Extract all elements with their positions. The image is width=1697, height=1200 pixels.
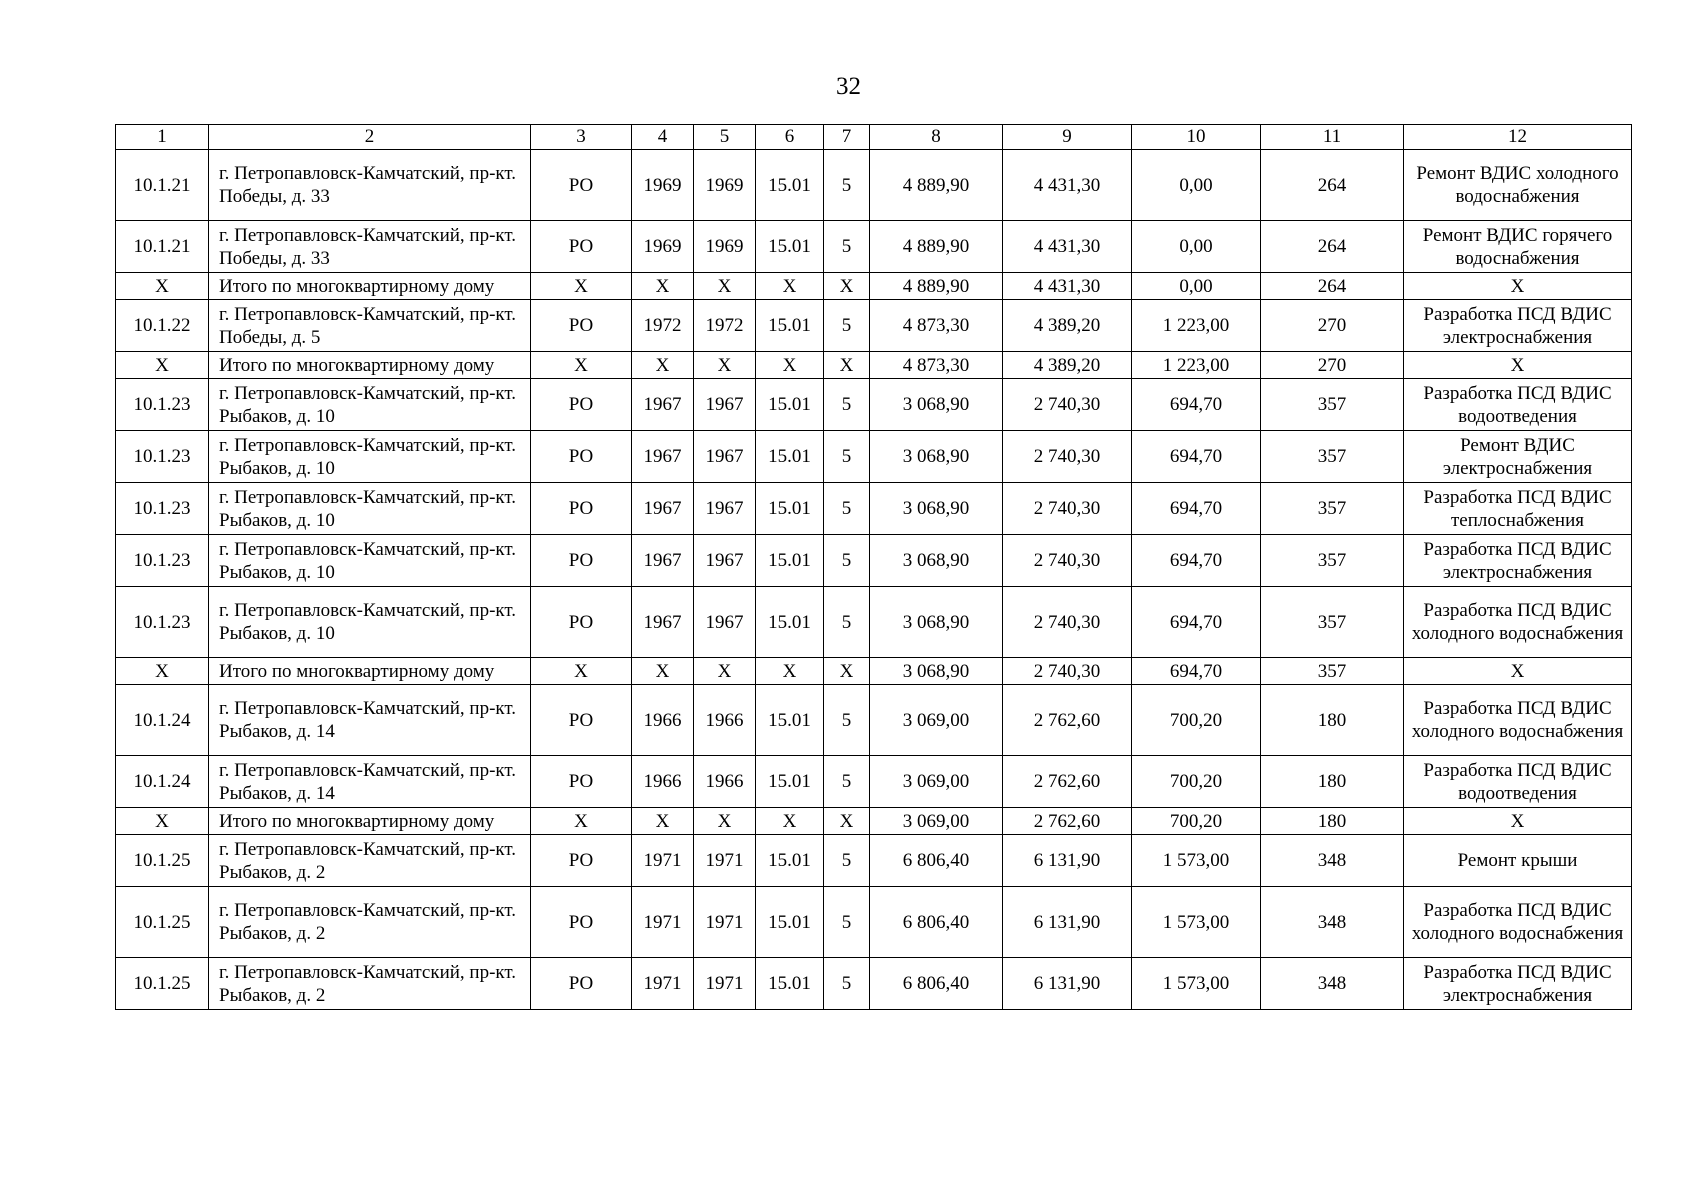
table-row bbox=[116, 756, 1632, 808]
table-cell: 357 bbox=[1261, 587, 1404, 658]
table-cell: 5 bbox=[824, 535, 870, 587]
table-cell: 1967 bbox=[632, 483, 694, 535]
table-cell: 700,20 bbox=[1132, 808, 1261, 835]
table-cell: 1971 bbox=[694, 835, 756, 887]
table-row bbox=[116, 587, 1632, 658]
column-number-cell: 10 bbox=[1132, 125, 1261, 150]
table-cell: 5 bbox=[824, 150, 870, 221]
table-cell: 10.1.21 bbox=[116, 150, 209, 221]
table-cell: 2 740,30 bbox=[1003, 379, 1132, 431]
table-cell: Х bbox=[824, 273, 870, 300]
table-cell: 1967 bbox=[694, 379, 756, 431]
table-cell: 5 bbox=[824, 835, 870, 887]
address-cell: г. Петропавловск-Камчатский, пр-кт. Рыбаков, д. 10 bbox=[209, 535, 531, 587]
table-cell: 4 889,90 bbox=[870, 273, 1003, 300]
table-cell: 4 889,90 bbox=[870, 150, 1003, 221]
table-cell: Х bbox=[116, 808, 209, 835]
table-cell: РО bbox=[531, 887, 632, 958]
table-cell: 4 431,30 bbox=[1003, 221, 1132, 273]
table-row bbox=[116, 835, 1632, 887]
table-cell: 270 bbox=[1261, 300, 1404, 352]
table-cell: Х bbox=[632, 352, 694, 379]
table-cell: 1967 bbox=[694, 431, 756, 483]
table-cell: 10.1.23 bbox=[116, 483, 209, 535]
table-cell: 5 bbox=[824, 587, 870, 658]
table-cell: 1967 bbox=[694, 483, 756, 535]
table-cell: 700,20 bbox=[1132, 685, 1261, 756]
work-type-cell: Разработка ПСД ВДИС электроснабжения bbox=[1404, 535, 1632, 587]
table-cell: 3 068,90 bbox=[870, 535, 1003, 587]
work-type-cell: Ремонт ВДИС электроснабжения bbox=[1404, 431, 1632, 483]
table-cell: 5 bbox=[824, 958, 870, 1010]
table-cell: 357 bbox=[1261, 535, 1404, 587]
work-type-cell: Разработка ПСД ВДИС электроснабжения bbox=[1404, 300, 1632, 352]
table-cell: 357 bbox=[1261, 431, 1404, 483]
work-type-cell: Разработка ПСД ВДИС холодного водоснабжения bbox=[1404, 685, 1632, 756]
table-cell: 15.01 bbox=[756, 300, 824, 352]
work-type-cell: Х bbox=[1404, 273, 1632, 300]
table-cell: 3 068,90 bbox=[870, 431, 1003, 483]
table-cell: 15.01 bbox=[756, 483, 824, 535]
table-cell: 180 bbox=[1261, 685, 1404, 756]
table-cell: 0,00 bbox=[1132, 150, 1261, 221]
table-cell: РО bbox=[531, 835, 632, 887]
table-cell: Х bbox=[632, 658, 694, 685]
table-cell: 2 762,60 bbox=[1003, 808, 1132, 835]
table-cell: 10.1.23 bbox=[116, 587, 209, 658]
table-cell: 2 740,30 bbox=[1003, 483, 1132, 535]
table-cell: 6 806,40 bbox=[870, 887, 1003, 958]
table-cell: 1966 bbox=[632, 756, 694, 808]
table-cell: Х bbox=[694, 808, 756, 835]
table-cell: Х bbox=[694, 273, 756, 300]
table-cell: Х bbox=[824, 658, 870, 685]
table-cell: 5 bbox=[824, 756, 870, 808]
table-cell: 694,70 bbox=[1132, 431, 1261, 483]
work-type-cell: Разработка ПСД ВДИС электроснабжения bbox=[1404, 958, 1632, 1010]
table-cell: 1967 bbox=[632, 379, 694, 431]
table-cell: 2 740,30 bbox=[1003, 587, 1132, 658]
table-cell: 10.1.25 bbox=[116, 835, 209, 887]
table-cell: 1 223,00 bbox=[1132, 352, 1261, 379]
address-cell: г. Петропавловск-Камчатский, пр-кт. Рыбаков, д. 14 bbox=[209, 685, 531, 756]
table-cell: 357 bbox=[1261, 379, 1404, 431]
address-cell: Итого по многоквартирному дому bbox=[209, 808, 531, 835]
table-cell: 1966 bbox=[632, 685, 694, 756]
table-cell: 357 bbox=[1261, 658, 1404, 685]
total-row bbox=[116, 658, 1632, 685]
table-cell: 0,00 bbox=[1132, 273, 1261, 300]
table-cell: 4 389,20 bbox=[1003, 300, 1132, 352]
address-cell: г. Петропавловск-Камчатский, пр-кт. Рыбаков, д. 10 bbox=[209, 587, 531, 658]
work-type-cell: Разработка ПСД ВДИС холодного водоснабжения bbox=[1404, 887, 1632, 958]
table-cell: РО bbox=[531, 431, 632, 483]
table-cell: 4 431,30 bbox=[1003, 150, 1132, 221]
table-cell: 1967 bbox=[694, 587, 756, 658]
table-cell: 2 740,30 bbox=[1003, 658, 1132, 685]
table-body bbox=[116, 125, 1632, 1010]
table-cell: Х bbox=[632, 273, 694, 300]
column-number-cell: 12 bbox=[1404, 125, 1632, 150]
table-cell: 694,70 bbox=[1132, 587, 1261, 658]
address-cell: г. Петропавловск-Камчатский, пр-кт. Победы, д. 5 bbox=[209, 300, 531, 352]
table-cell: 15.01 bbox=[756, 685, 824, 756]
table-cell: Х bbox=[632, 808, 694, 835]
table-cell: 4 889,90 bbox=[870, 221, 1003, 273]
table-row bbox=[116, 483, 1632, 535]
table-cell: РО bbox=[531, 685, 632, 756]
column-number-cell: 3 bbox=[531, 125, 632, 150]
table-cell: 15.01 bbox=[756, 221, 824, 273]
table-cell: 4 431,30 bbox=[1003, 273, 1132, 300]
address-cell: г. Петропавловск-Камчатский, пр-кт. Рыбаков, д. 10 bbox=[209, 379, 531, 431]
table-cell: 348 bbox=[1261, 887, 1404, 958]
table-cell: 2 762,60 bbox=[1003, 756, 1132, 808]
table-cell: РО bbox=[531, 535, 632, 587]
table-cell: 1971 bbox=[694, 887, 756, 958]
table-cell: 1967 bbox=[632, 535, 694, 587]
table-row bbox=[116, 887, 1632, 958]
table-cell: 3 069,00 bbox=[870, 756, 1003, 808]
table-cell: РО bbox=[531, 150, 632, 221]
table-cell: РО bbox=[531, 300, 632, 352]
table-cell: 180 bbox=[1261, 808, 1404, 835]
table-cell: 3 068,90 bbox=[870, 658, 1003, 685]
table-cell: 264 bbox=[1261, 221, 1404, 273]
column-number-cell: 11 bbox=[1261, 125, 1404, 150]
table-cell: 694,70 bbox=[1132, 483, 1261, 535]
address-cell: г. Петропавловск-Камчатский, пр-кт. Рыбаков, д. 2 bbox=[209, 958, 531, 1010]
table-cell: Х bbox=[756, 658, 824, 685]
table-cell: Х bbox=[531, 273, 632, 300]
table-cell: Х bbox=[694, 658, 756, 685]
table-cell: 15.01 bbox=[756, 587, 824, 658]
table-row bbox=[116, 685, 1632, 756]
page-number: 32 bbox=[836, 73, 861, 100]
table-cell: 1969 bbox=[632, 221, 694, 273]
table-cell: Х bbox=[824, 352, 870, 379]
table-cell: 5 bbox=[824, 483, 870, 535]
work-type-cell: Х bbox=[1404, 352, 1632, 379]
table-cell: 3 069,00 bbox=[870, 685, 1003, 756]
table-row bbox=[116, 431, 1632, 483]
table-cell: 1966 bbox=[694, 756, 756, 808]
total-row bbox=[116, 273, 1632, 300]
table-cell: 694,70 bbox=[1132, 535, 1261, 587]
column-number-cell: 6 bbox=[756, 125, 824, 150]
address-cell: г. Петропавловск-Камчатский, пр-кт. Рыбаков, д. 2 bbox=[209, 835, 531, 887]
table-cell: 10.1.25 bbox=[116, 887, 209, 958]
table-cell: 1 573,00 bbox=[1132, 958, 1261, 1010]
table-cell: 1 223,00 bbox=[1132, 300, 1261, 352]
table-cell: 348 bbox=[1261, 835, 1404, 887]
table-cell: 15.01 bbox=[756, 431, 824, 483]
total-row bbox=[116, 352, 1632, 379]
table-cell: Х bbox=[756, 352, 824, 379]
table-cell: 180 bbox=[1261, 756, 1404, 808]
address-cell: Итого по многоквартирному дому bbox=[209, 352, 531, 379]
table-cell: 270 bbox=[1261, 352, 1404, 379]
table-cell: РО bbox=[531, 756, 632, 808]
table-cell: 694,70 bbox=[1132, 379, 1261, 431]
table-cell: 264 bbox=[1261, 273, 1404, 300]
table-cell: РО bbox=[531, 221, 632, 273]
table-cell: 1971 bbox=[694, 958, 756, 1010]
work-type-cell: Х bbox=[1404, 658, 1632, 685]
table-cell: 15.01 bbox=[756, 379, 824, 431]
table-cell: Х bbox=[824, 808, 870, 835]
table-cell: 1967 bbox=[632, 587, 694, 658]
table-cell: 10.1.23 bbox=[116, 379, 209, 431]
table-cell: 2 740,30 bbox=[1003, 535, 1132, 587]
table-cell: 5 bbox=[824, 300, 870, 352]
table-cell: 4 389,20 bbox=[1003, 352, 1132, 379]
table-cell: 3 068,90 bbox=[870, 587, 1003, 658]
table-row bbox=[116, 300, 1632, 352]
table-cell: 15.01 bbox=[756, 958, 824, 1010]
table-cell: Х bbox=[694, 352, 756, 379]
work-type-cell: Ремонт ВДИС горячего водоснабжения bbox=[1404, 221, 1632, 273]
table-cell: Х bbox=[116, 658, 209, 685]
address-cell: г. Петропавловск-Камчатский, пр-кт. Победы, д. 33 bbox=[209, 221, 531, 273]
work-type-cell: Разработка ПСД ВДИС водоотведения bbox=[1404, 379, 1632, 431]
work-type-cell: Ремонт ВДИС холодного водоснабжения bbox=[1404, 150, 1632, 221]
column-number-cell: 9 bbox=[1003, 125, 1132, 150]
table-cell: 15.01 bbox=[756, 887, 824, 958]
table-row bbox=[116, 535, 1632, 587]
table-cell: 15.01 bbox=[756, 835, 824, 887]
table-cell: 10.1.21 bbox=[116, 221, 209, 273]
table-cell: Х bbox=[531, 658, 632, 685]
column-number-cell: 4 bbox=[632, 125, 694, 150]
table-cell: 15.01 bbox=[756, 535, 824, 587]
column-number-cell: 7 bbox=[824, 125, 870, 150]
table-row bbox=[116, 958, 1632, 1010]
table-cell: 5 bbox=[824, 221, 870, 273]
table-cell: 3 068,90 bbox=[870, 379, 1003, 431]
address-cell: г. Петропавловск-Камчатский, пр-кт. Победы, д. 33 bbox=[209, 150, 531, 221]
work-type-cell: Разработка ПСД ВДИС водоотведения bbox=[1404, 756, 1632, 808]
table-cell: РО bbox=[531, 958, 632, 1010]
table-cell: 6 806,40 bbox=[870, 958, 1003, 1010]
table-cell: 0,00 bbox=[1132, 221, 1261, 273]
column-number-cell: 8 bbox=[870, 125, 1003, 150]
table-cell: 10.1.25 bbox=[116, 958, 209, 1010]
address-cell: г. Петропавловск-Камчатский, пр-кт. Рыбаков, д. 10 bbox=[209, 431, 531, 483]
table-cell: 264 bbox=[1261, 150, 1404, 221]
table-cell: 1972 bbox=[632, 300, 694, 352]
table-cell: 6 131,90 bbox=[1003, 887, 1132, 958]
table-cell: 1969 bbox=[694, 150, 756, 221]
table-cell: 3 069,00 bbox=[870, 808, 1003, 835]
table-cell: 1 573,00 bbox=[1132, 835, 1261, 887]
total-row bbox=[116, 808, 1632, 835]
table-cell: 2 762,60 bbox=[1003, 685, 1132, 756]
table-cell: 10.1.24 bbox=[116, 756, 209, 808]
table-cell: 6 131,90 bbox=[1003, 835, 1132, 887]
table-cell: 5 bbox=[824, 887, 870, 958]
table-cell: 1967 bbox=[694, 535, 756, 587]
work-type-cell: Разработка ПСД ВДИС холодного водоснабжения bbox=[1404, 587, 1632, 658]
table-cell: 1969 bbox=[694, 221, 756, 273]
table-cell: РО bbox=[531, 483, 632, 535]
table-cell: 3 068,90 bbox=[870, 483, 1003, 535]
table-cell: 1971 bbox=[632, 958, 694, 1010]
address-cell: г. Петропавловск-Камчатский, пр-кт. Рыбаков, д. 10 bbox=[209, 483, 531, 535]
table-row bbox=[116, 379, 1632, 431]
table-cell: 4 873,30 bbox=[870, 352, 1003, 379]
table-cell: 15.01 bbox=[756, 756, 824, 808]
table-cell: 5 bbox=[824, 431, 870, 483]
table-cell: 700,20 bbox=[1132, 756, 1261, 808]
table-cell: 6 131,90 bbox=[1003, 958, 1132, 1010]
table-cell: Х bbox=[756, 273, 824, 300]
address-cell: г. Петропавловск-Камчатский, пр-кт. Рыбаков, д. 14 bbox=[209, 756, 531, 808]
table-cell: 1972 bbox=[694, 300, 756, 352]
work-type-cell: Разработка ПСД ВДИС теплоснабжения bbox=[1404, 483, 1632, 535]
table-cell: 5 bbox=[824, 379, 870, 431]
table-cell: Х bbox=[116, 352, 209, 379]
work-type-cell: Ремонт крыши bbox=[1404, 835, 1632, 887]
data-table bbox=[115, 124, 1632, 1010]
table-cell: 1969 bbox=[632, 150, 694, 221]
table-cell: 1966 bbox=[694, 685, 756, 756]
table-cell: 6 806,40 bbox=[870, 835, 1003, 887]
address-cell: Итого по многоквартирному дому bbox=[209, 658, 531, 685]
address-cell: г. Петропавловск-Камчатский, пр-кт. Рыбаков, д. 2 bbox=[209, 887, 531, 958]
table-cell: 1967 bbox=[632, 431, 694, 483]
table-cell: 10.1.23 bbox=[116, 431, 209, 483]
table-row bbox=[116, 150, 1632, 221]
table-cell: 348 bbox=[1261, 958, 1404, 1010]
table-cell: Х bbox=[531, 352, 632, 379]
table-cell: 1971 bbox=[632, 835, 694, 887]
table-cell: 1971 bbox=[632, 887, 694, 958]
table-cell: 694,70 bbox=[1132, 658, 1261, 685]
table-cell: 2 740,30 bbox=[1003, 431, 1132, 483]
table-cell: Х bbox=[531, 808, 632, 835]
table-cell: 1 573,00 bbox=[1132, 887, 1261, 958]
column-number-cell: 1 bbox=[116, 125, 209, 150]
table-cell: РО bbox=[531, 379, 632, 431]
table-cell: 10.1.22 bbox=[116, 300, 209, 352]
table-cell: Х bbox=[756, 808, 824, 835]
table-cell: 10.1.24 bbox=[116, 685, 209, 756]
table-cell: 5 bbox=[824, 685, 870, 756]
table-cell: 10.1.23 bbox=[116, 535, 209, 587]
table-cell: Х bbox=[116, 273, 209, 300]
address-cell: Итого по многоквартирному дому bbox=[209, 273, 531, 300]
column-number-row bbox=[116, 125, 1632, 150]
table-cell: 4 873,30 bbox=[870, 300, 1003, 352]
table-cell: РО bbox=[531, 587, 632, 658]
column-number-cell: 2 bbox=[209, 125, 531, 150]
table-cell: 15.01 bbox=[756, 150, 824, 221]
work-type-cell: Х bbox=[1404, 808, 1632, 835]
table-row bbox=[116, 221, 1632, 273]
table-cell: 357 bbox=[1261, 483, 1404, 535]
column-number-cell: 5 bbox=[694, 125, 756, 150]
